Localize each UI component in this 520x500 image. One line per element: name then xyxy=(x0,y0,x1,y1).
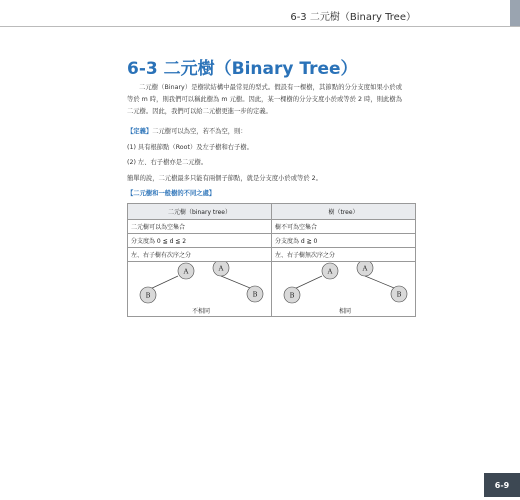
definition-label: 【定義】 xyxy=(127,128,153,135)
summary-line: 簡單的說，二元樹最多只能有兩個子節點，就是分支度小於或等於 2。 xyxy=(127,175,322,182)
table-row xyxy=(128,248,416,262)
definition-text: 二元樹可以為空，若不為空，則： xyxy=(152,128,247,135)
running-header: 6-3 二元樹（Binary Tree） xyxy=(290,12,416,23)
tree-edge xyxy=(292,276,322,290)
tree-node-a-label: A xyxy=(327,267,333,276)
col-header-binary-tree: 二元樹（binary tree） xyxy=(128,204,272,220)
tree-diagram xyxy=(275,262,415,316)
intro-paragraph: 二元樹（Binary）是樹狀結構中最常見的型式。假設有一棵樹，其節點的分分支度如果小於或等於 m 時，則我們可以稱此樹為 m 元樹。因此，某一棵樹的分分支度小於或等於 2 時，則此樹為二元樹。因此，我們可以給二元樹更進一步的定義。 xyxy=(127,84,402,115)
table-cell: 樹不可為空集合 xyxy=(272,220,416,234)
table-cell: 左、右子樹有次序之分 xyxy=(128,248,272,262)
header-rule xyxy=(0,26,520,27)
table-title: 【二元樹和一般樹的不同之處】 xyxy=(127,190,216,197)
tree-edge xyxy=(148,276,178,290)
tree-node-b-label: B xyxy=(289,291,295,300)
table-cell: 分支度為 d ≧ 0 xyxy=(272,234,416,248)
definition-item-1: (1) 具有根節點（Root）及左子樹和右子樹。 xyxy=(127,144,253,151)
binary-tree-diagram-cell xyxy=(128,262,272,317)
table-cell: 左、右子樹無次序之分 xyxy=(272,248,416,262)
page-number: 6-9 xyxy=(484,473,520,497)
header-tab xyxy=(510,0,520,26)
diagram-caption: 不相同 xyxy=(191,308,211,315)
col-header-tree: 樹（tree） xyxy=(272,204,416,220)
definition-line xyxy=(127,126,247,135)
tree-node-a-label: A xyxy=(218,264,224,273)
diagram-caption: 相同 xyxy=(338,308,352,315)
table-cell: 二元樹可以為空集合 xyxy=(128,220,272,234)
tree-node-b-label: B xyxy=(145,291,151,300)
tree-node-b-label: B xyxy=(252,290,258,299)
tree-diagram-cell xyxy=(272,262,416,317)
table-cell: 分支度為 0 ≦ d ≦ 2 xyxy=(128,234,272,248)
comparison-table xyxy=(127,203,416,317)
tree-node-b-label: B xyxy=(396,290,402,299)
binary-tree-diagram xyxy=(131,262,271,316)
table-row-diagrams xyxy=(128,262,416,317)
tree-node-a-label: A xyxy=(362,264,368,273)
table-row xyxy=(128,234,416,248)
tree-node-a-label: A xyxy=(183,267,189,276)
section-heading: 6-3 二元樹（Binary Tree） xyxy=(127,59,358,79)
table-row xyxy=(128,220,416,234)
definition-item-2: (2) 左、右子樹亦是二元樹。 xyxy=(127,159,208,166)
table-header-row xyxy=(128,204,416,220)
